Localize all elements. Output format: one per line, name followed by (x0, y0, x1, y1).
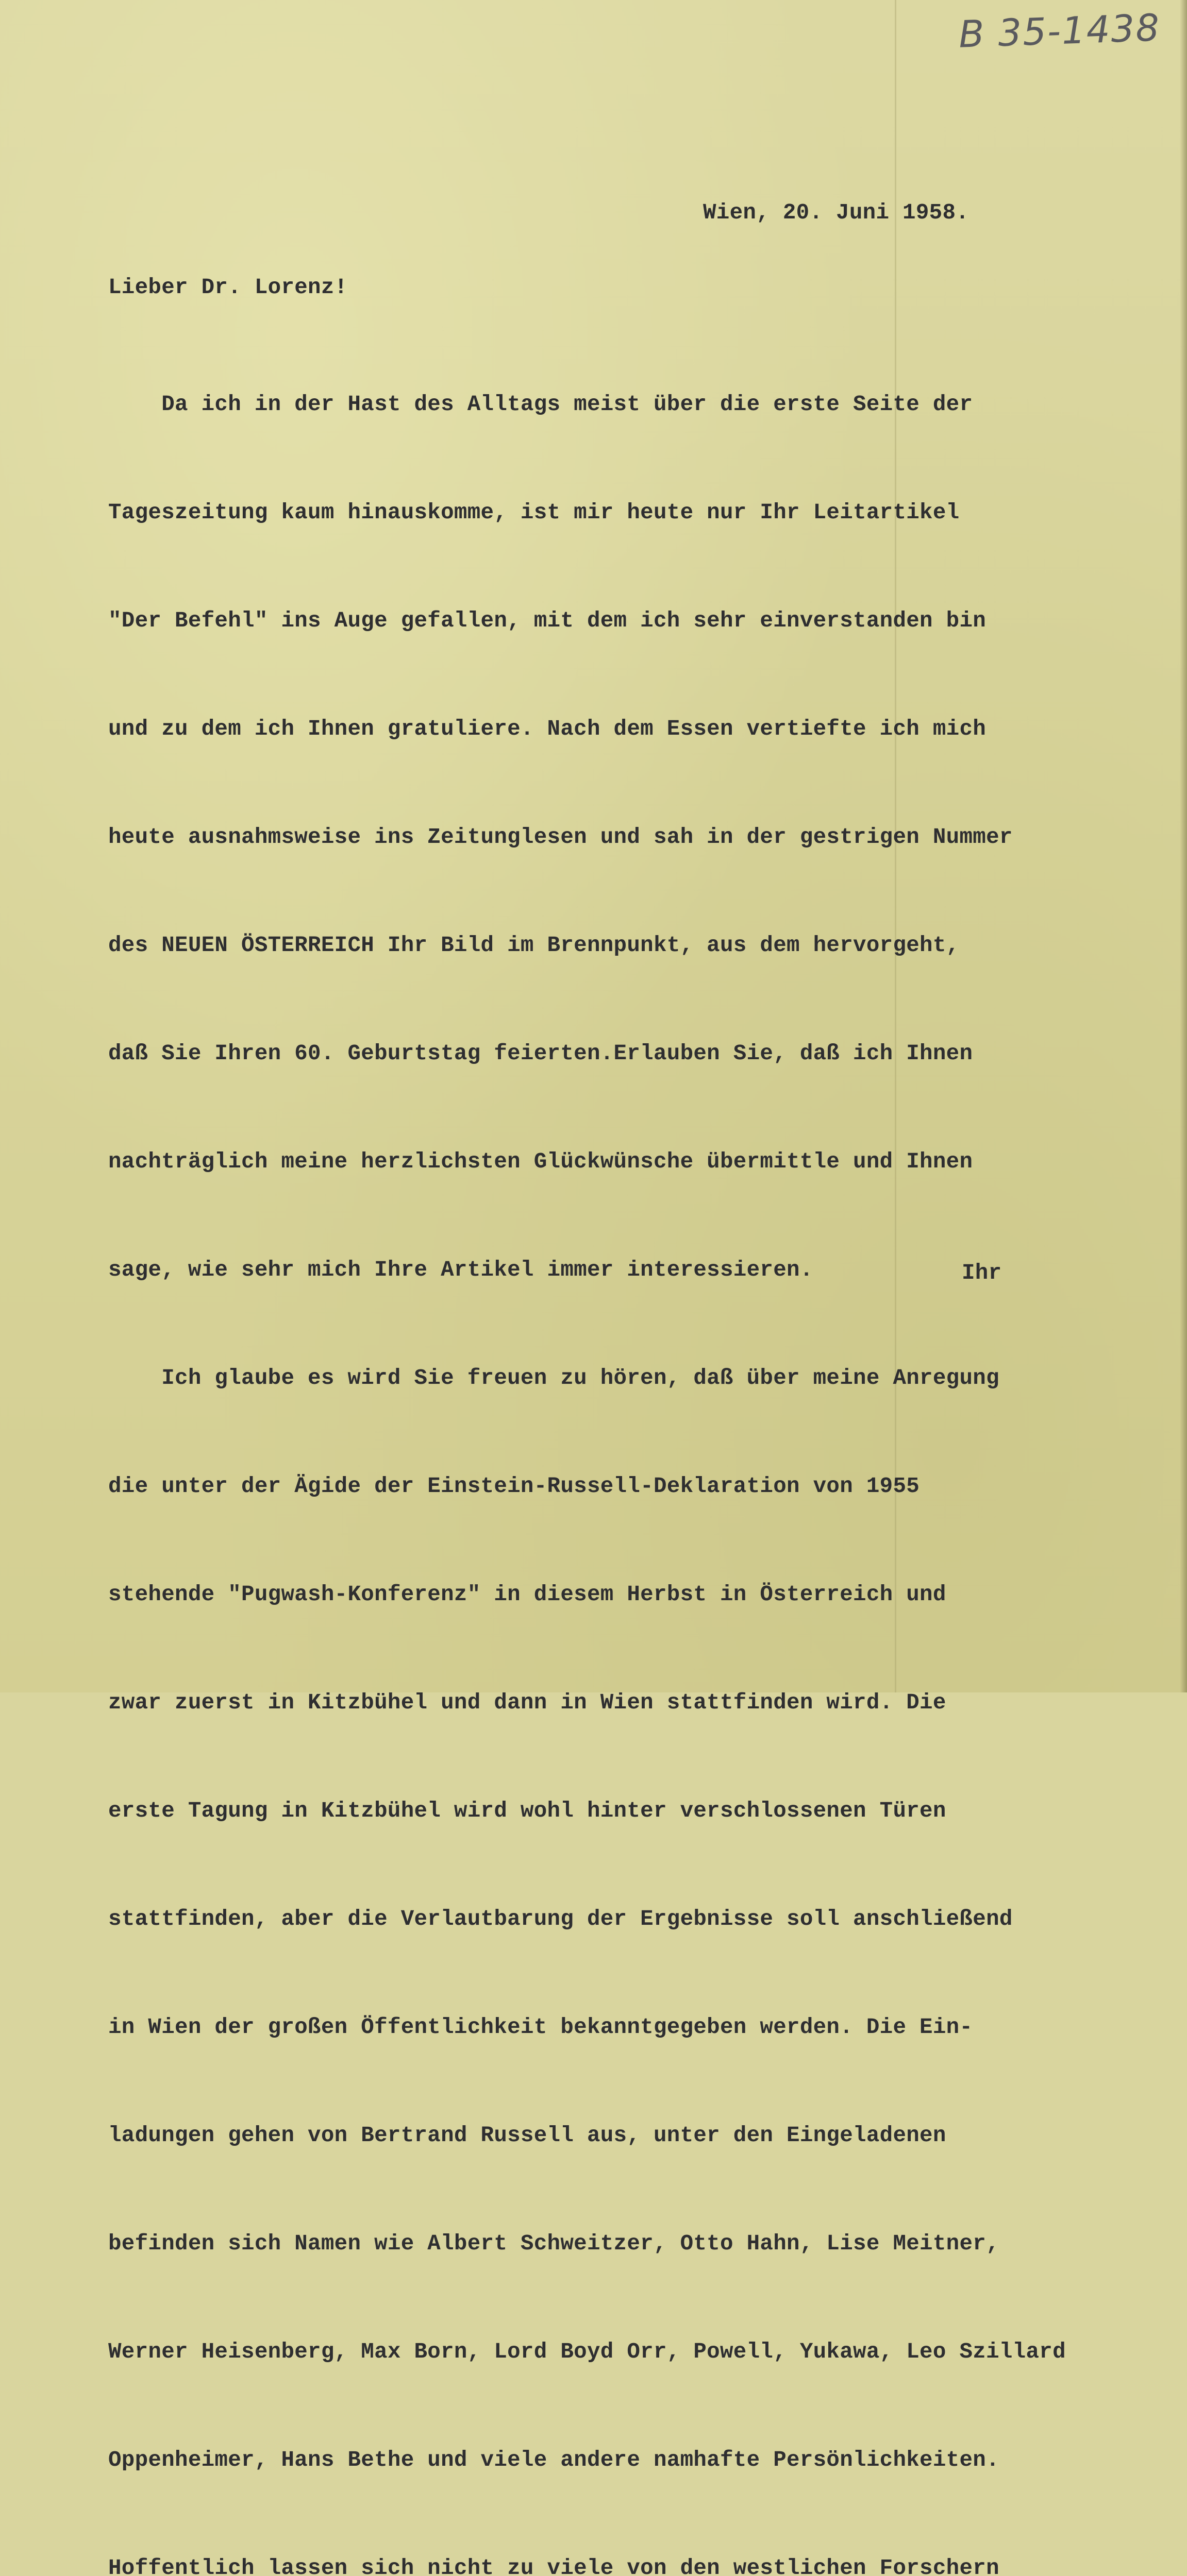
letter-body (108, 314, 1066, 2576)
letter-date: Wien, 20. Juni 1958. (703, 200, 969, 225)
body-line: des NEUEN ÖSTERREICH Ihr Bild im Brennpunkt, aus dem hervorgeht, (108, 933, 960, 958)
body-line: und zu dem ich Ihnen gratuliere. Nach dem Essen vertiefte ich mich (108, 717, 987, 741)
body-line: Hoffentlich lassen sich nicht zu viele von den westlichen Forschern (108, 2556, 999, 2576)
body-line: ladungen gehen von Bertrand Russell aus, unter den Eingeladenen (108, 2123, 946, 2148)
body-line: stattfinden, aber die Verlautbarung der Ergebnisse soll anschließend (108, 1907, 1013, 1931)
body-line: die unter der Ägide der Einstein-Russell-Deklaration von 1955 (108, 1474, 920, 1499)
body-line: Ich glaube es wird Sie freuen zu hören, daß über meine Anregung (108, 1366, 999, 1391)
body-line: Werner Heisenberg, Max Born, Lord Boyd Orr, Powell, Yukawa, Leo Szillard (108, 2340, 1066, 2364)
body-line: heute ausnahmsweise ins Zeitunglesen und sah in der gestrigen Nummer (108, 825, 1013, 850)
body-line: zwar zuerst in Kitzbühel und dann in Wien stattfinden wird. Die (108, 1690, 946, 1715)
body-line: daß Sie Ihren 60. Geburtstag feierten.Erlauben Sie, daß ich Ihnen (108, 1041, 973, 1066)
body-line: in Wien der großen Öffentlichkeit bekanntgegeben werden. Die Ein- (108, 2015, 973, 2040)
body-line: befinden sich Namen wie Albert Schweitzer, Otto Hahn, Lise Meitner, (108, 2231, 999, 2256)
body-line: Tageszeitung kaum hinauskomme, ist mir heute nur Ihr Leitartikel (108, 500, 960, 525)
body-line: erste Tagung in Kitzbühel wird wohl hinter verschlossenen Türen (108, 1799, 946, 1823)
body-line: "Der Befehl" ins Auge gefallen, mit dem ich sehr einverstanden bin (108, 608, 987, 633)
page-edge-shadow (1180, 0, 1187, 1692)
archive-number: B 35-1438 (958, 6, 1161, 56)
body-line: stehende "Pugwash-Konferenz" in diesem Herbst in Österreich und (108, 1582, 946, 1607)
body-line: Oppenheimer, Hans Bethe und viele andere namhafte Persönlichkeiten. (108, 2448, 999, 2472)
body-line: sage, wie sehr mich Ihre Artikel immer interessieren. (108, 1258, 813, 1282)
letter-salutation: Lieber Dr. Lorenz! (108, 275, 348, 300)
body-line: nachträglich meine herzlichsten Glückwünsche übermittle und Ihnen (108, 1149, 973, 1174)
body-line: Da ich in der Hast des Alltags meist über die erste Seite der (108, 392, 973, 417)
letter-signoff: Ihr (962, 1261, 1002, 1285)
